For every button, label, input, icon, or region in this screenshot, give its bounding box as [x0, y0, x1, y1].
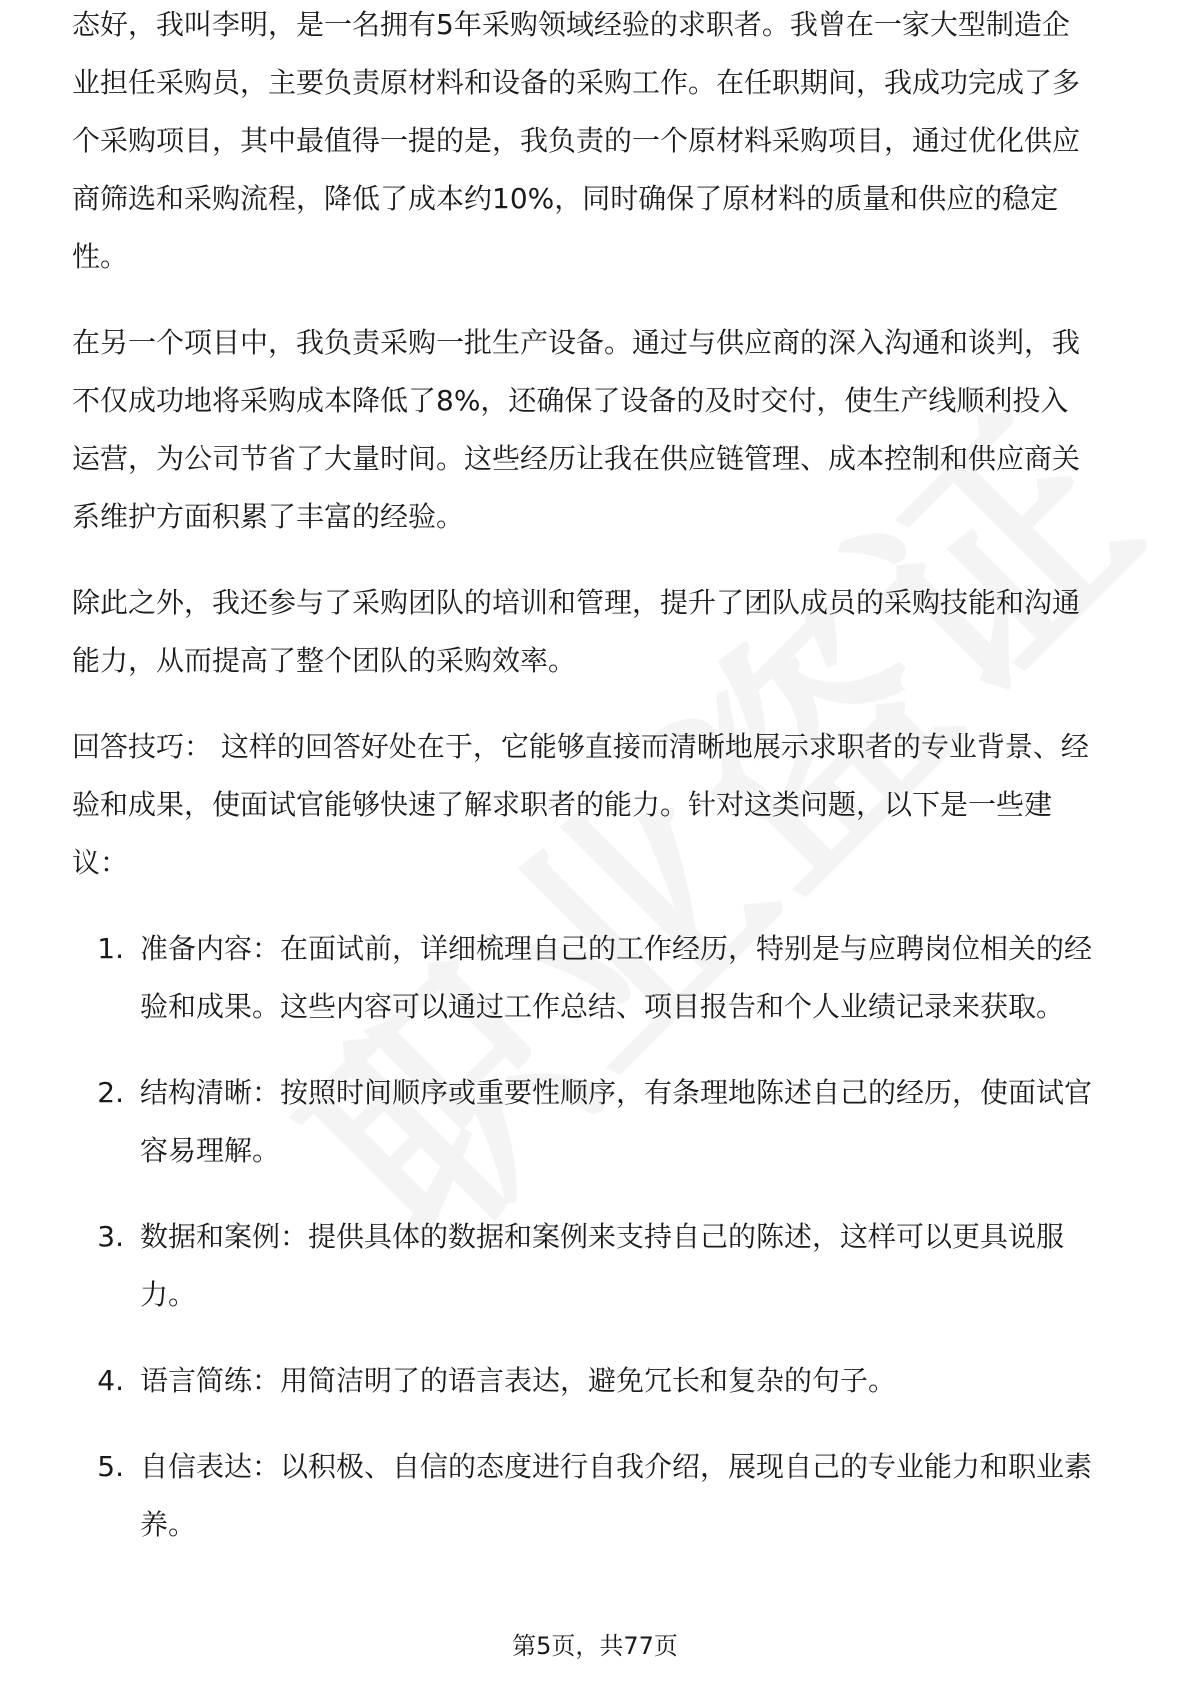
text-line: 系维护方面积累了丰富的经验。	[72, 500, 465, 533]
text-line: 养。	[140, 1508, 197, 1541]
text-line: 验和成果，使面试官能够快速了解求职者的能力。针对这类问题，以下是一些建	[72, 788, 1053, 821]
text-line: 力。	[140, 1278, 197, 1311]
text-line: 个采购项目，其中最值得一提的是，我负责的一个原材料采购项目，通过优化供应	[72, 124, 1081, 157]
text-line: 议：	[72, 846, 129, 879]
text-line: 在另一个项目中，我负责采购一批生产设备。通过与供应商的深入沟通和谈判，我	[72, 326, 1081, 359]
list-number: 2.	[97, 1076, 124, 1109]
text-line: 除此之外，我还参与了采购团队的培训和管理，提升了团队成员的采购技能和沟通	[72, 586, 1081, 619]
page-number-footer: 第5页，共77页	[512, 1632, 678, 1660]
list-number: 1.	[97, 932, 124, 965]
text-line: 商筛选和采购流程，降低了成本约10%，同时确保了原材料的质量和供应的稳定	[72, 182, 1059, 215]
text-line: 自信表达：以积极、自信的态度进行自我介绍，展现自己的专业能力和职业素	[140, 1450, 1093, 1483]
text-line: 结构清晰：按照时间顺序或重要性顺序，有条理地陈述自己的经历，使面试官	[140, 1076, 1093, 1109]
list-item	[72, 1208, 1122, 1324]
list-item	[72, 1438, 1122, 1554]
text-line: 运营，为公司节省了大量时间。这些经历让我在供应链管理、成本控制和供应商关	[72, 442, 1081, 475]
list-item	[72, 1352, 1122, 1410]
text-line: 回答技巧： 这样的回答好处在于，它能够直接而清晰地展示求职者的专业背景、经	[72, 730, 1089, 763]
text-line: 性。	[72, 240, 129, 273]
text-line: 业担任采购员，主要负责原材料和设备的采购工作。在任职期间，我成功完成了多	[72, 66, 1081, 99]
list-number: 4.	[97, 1364, 124, 1397]
cut-off-line	[72, 8, 1122, 54]
paragraph-3	[72, 574, 1122, 690]
text-line: 态好，我叫李明，是一名拥有5年采购领域经验的求职者。我曾在一家大型制造企	[72, 8, 1070, 41]
text-line: 能力，从而提高了整个团队的采购效率。	[72, 644, 577, 677]
paragraph-answer-tips	[72, 718, 1122, 892]
text-line: 语言简练：用简洁明了的语言表达，避免冗长和复杂的句子。	[140, 1364, 897, 1397]
document-body	[72, 8, 1122, 1554]
text-line: 准备内容：在面试前，详细梳理自己的工作经历，特别是与应聘岗位相关的经	[140, 932, 1093, 965]
text-line: 容易理解。	[140, 1134, 281, 1167]
list-item	[72, 920, 1122, 1036]
list-number: 5.	[97, 1450, 124, 1483]
text-line: 不仅成功地将采购成本降低了8%，还确保了设备的及时交付，使生产线顺利投入	[72, 384, 1069, 417]
list-number: 3.	[97, 1220, 124, 1253]
list-item	[72, 1064, 1122, 1180]
numbered-list	[72, 920, 1122, 1554]
text-line: 验和成果。这些内容可以通过工作总结、项目报告和个人业绩记录来获取。	[140, 990, 1065, 1023]
paragraph-1	[72, 54, 1122, 286]
text-line: 数据和案例：提供具体的数据和案例来支持自己的陈述，这样可以更具说服	[140, 1220, 1065, 1253]
paragraph-2	[72, 314, 1122, 546]
